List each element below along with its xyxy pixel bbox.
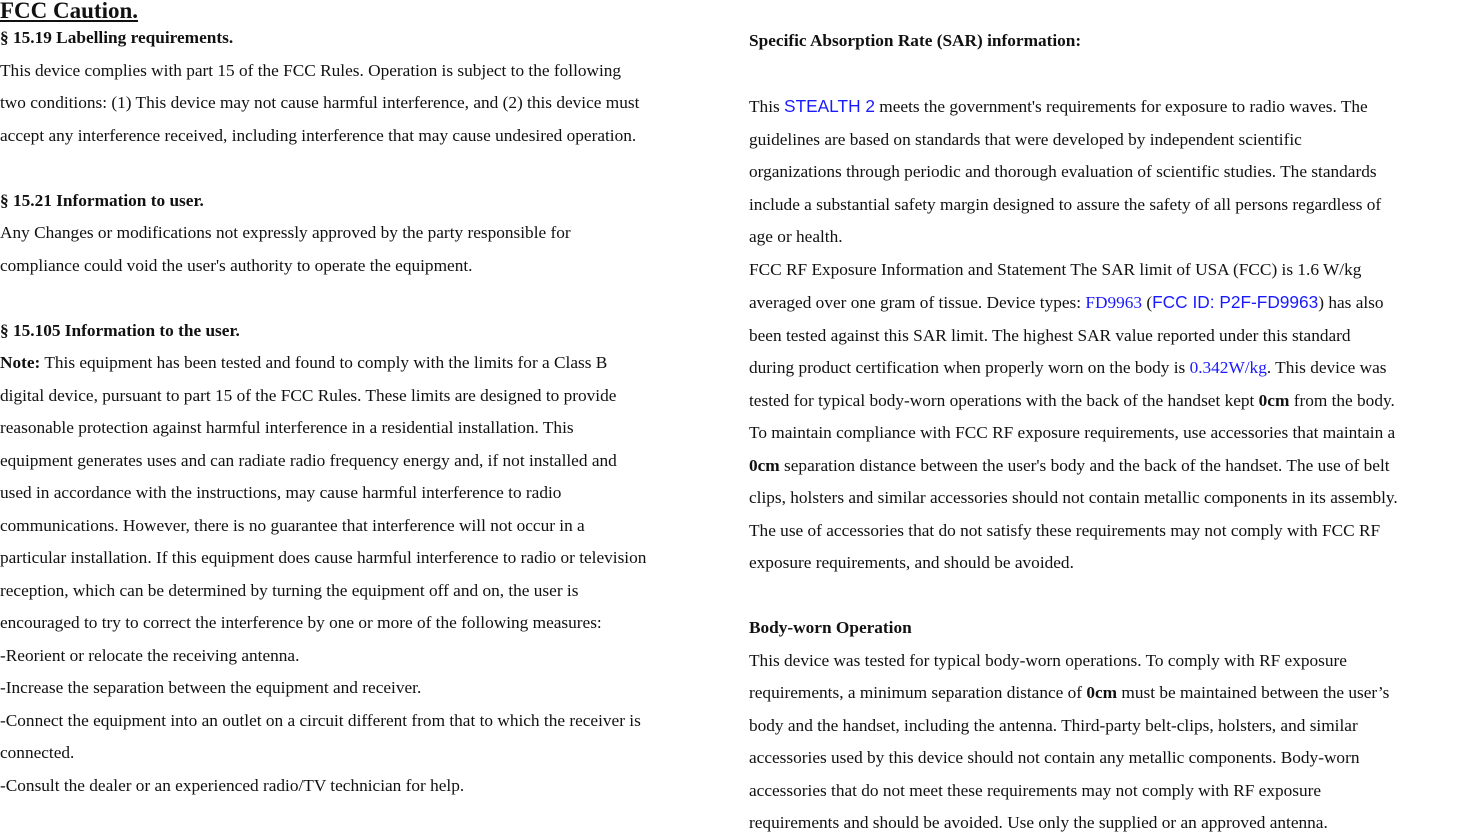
paragraph-line: guidelines are based on standards that were developed by independent scientific	[749, 129, 1302, 149]
text-run: from the body.	[1289, 390, 1395, 410]
paragraph-line: body and the handset, including the antenna. Third-party belt-clips, holsters, and similar	[749, 715, 1358, 735]
measure-item: -Connect the equipment into an outlet on a circuit different from that to which the receiver is	[0, 710, 641, 730]
paragraph-line: encouraged to try to correct the interference by one or more of the following measures:	[0, 613, 602, 632]
measure-item: connected.	[0, 743, 75, 762]
text-run: meets the government's requirements for exposure to radio waves. The	[874, 97, 1368, 116]
note-text: This equipment has been tested and found to comply with the limits for a Class B	[40, 353, 608, 372]
paragraph-line: equipment generates uses and can radiate radio frequency energy and, if not installed and	[0, 450, 617, 470]
paragraph-line: used in accordance with the instructions, may cause harmful interference to radio	[0, 483, 562, 502]
paragraph-line	[749, 286, 1457, 320]
paragraph-line: FCC RF Exposure Information and Statement The SAR limit of USA (FCC) is 1.6 W/kg	[749, 259, 1362, 279]
left-column	[0, 0, 712, 802]
right-column	[749, 0, 1457, 840]
paragraph-line	[749, 677, 1457, 710]
measure-item: -Increase the separation between the equipment and receiver.	[0, 678, 422, 697]
paragraph-line: accessories used by this device should not contain any metallic components. Body-worn	[749, 748, 1360, 767]
text-run: must be maintained between the user’s	[1117, 683, 1390, 702]
paragraph-line: accessories that do not meet these requirements may not comply with RF exposure	[749, 780, 1322, 800]
device-name: STEALTH 2	[784, 96, 875, 116]
spacer	[749, 58, 1457, 91]
measure-item: -Consult the dealer or an experienced radio/TV technician for help.	[0, 775, 465, 795]
paragraph-line: age or health.	[749, 227, 843, 246]
paragraph-line: compliance could void the user's authority to operate the equipment.	[0, 255, 473, 275]
paragraph-line: The use of accessories that do not satisfy these requirements may not comply with FCC RF	[749, 520, 1381, 540]
fcc-caution-title: FCC Caution.	[0, 0, 139, 23]
device-type: FD9963	[1085, 293, 1143, 312]
spacer	[749, 580, 1457, 613]
sar-heading: Specific Absorption Rate (SAR) information:	[749, 31, 1082, 50]
text-run: averaged over one gram of tissue. Device types:	[749, 293, 1086, 312]
paragraph-line: particular installation. If this equipment does cause harmful interference to radio or television	[0, 548, 647, 567]
section-15-19-heading: § 15.19 Labelling requirements.	[0, 28, 234, 47]
paragraph-line: two conditions: (1) This device may not cause harmful interference, and (2) this device must	[0, 93, 640, 112]
body-worn-heading: Body-worn Operation	[749, 618, 912, 637]
text-run: separation distance between the user's body and the back of the handset. The use of belt	[779, 455, 1390, 475]
section-15-105-heading: § 15.105 Information to the user.	[0, 320, 240, 340]
text-run: . This device was	[1266, 358, 1387, 377]
paragraph-line: accept any interference received, including interference that may cause undesired operation.	[0, 125, 637, 145]
paragraph-line	[749, 385, 1457, 418]
paragraph-line: reasonable protection against harmful interference in a residential installation. This	[0, 418, 574, 437]
section-15-21-heading: § 15.21 Information to user.	[0, 190, 204, 210]
text-run: ) has also	[1318, 293, 1384, 312]
paragraph-line	[0, 347, 712, 380]
paragraph-line	[749, 352, 1457, 385]
paragraph-line	[749, 90, 1457, 124]
text-run: (	[1142, 293, 1153, 312]
paragraph-line: clips, holsters and similar accessories should not contain metallic components in its assembly.	[749, 488, 1398, 507]
paragraph-line: organizations through periodic and thorough evaluation of scientific studies. The standards	[749, 162, 1377, 181]
paragraph-line: To maintain compliance with FCC RF exposure requirements, use accessories that maintain a	[749, 423, 1396, 442]
paragraph-line: include a substantial safety margin designed to assure the safety of all persons regardless of	[749, 194, 1382, 214]
text-run: during product certification when properly worn on the body is	[749, 358, 1190, 377]
paragraph-line: This device was tested for typical body-worn operations. To comply with RF exposure	[749, 650, 1347, 670]
sar-value: 0.342W/kg	[1189, 358, 1267, 377]
text-run: This	[749, 97, 785, 116]
distance-value: 0cm	[1258, 390, 1290, 410]
spacer	[749, 0, 1457, 25]
spacer	[0, 152, 712, 185]
paragraph-line: reception, which can be determined by turning the equipment off and on, the user is	[0, 580, 579, 600]
note-label: Note:	[0, 353, 41, 372]
paragraph-line	[749, 450, 1457, 483]
measure-item: -Reorient or relocate the receiving antenna.	[0, 645, 300, 665]
text-run: requirements, a minimum separation distance of	[749, 683, 1087, 702]
distance-value: 0cm	[1086, 683, 1118, 702]
paragraph-line: digital device, pursuant to part 15 of the FCC Rules. These limits are designed to provide	[0, 385, 617, 405]
paragraph-line: This device complies with part 15 of the FCC Rules. Operation is subject to the following	[0, 60, 622, 80]
spacer	[0, 282, 712, 315]
distance-value: 0cm	[749, 455, 780, 475]
paragraph-line: Any Changes or modifications not expressly approved by the party responsible for	[0, 223, 571, 242]
paragraph-line: been tested against this SAR limit. The highest SAR value reported under this standard	[749, 325, 1351, 345]
text-run: tested for typical body-worn operations with the back of the handset kept	[749, 390, 1259, 410]
paragraph-line: requirements and should be avoided. Use only the supplied or an approved antenna.	[749, 813, 1328, 832]
paragraph-line: communications. However, there is no guarantee that interference will not occur in a	[0, 515, 585, 535]
fcc-id: FCC ID: P2F-FD9963	[1152, 292, 1319, 312]
paragraph-line: exposure requirements, and should be avoided.	[749, 553, 1074, 572]
